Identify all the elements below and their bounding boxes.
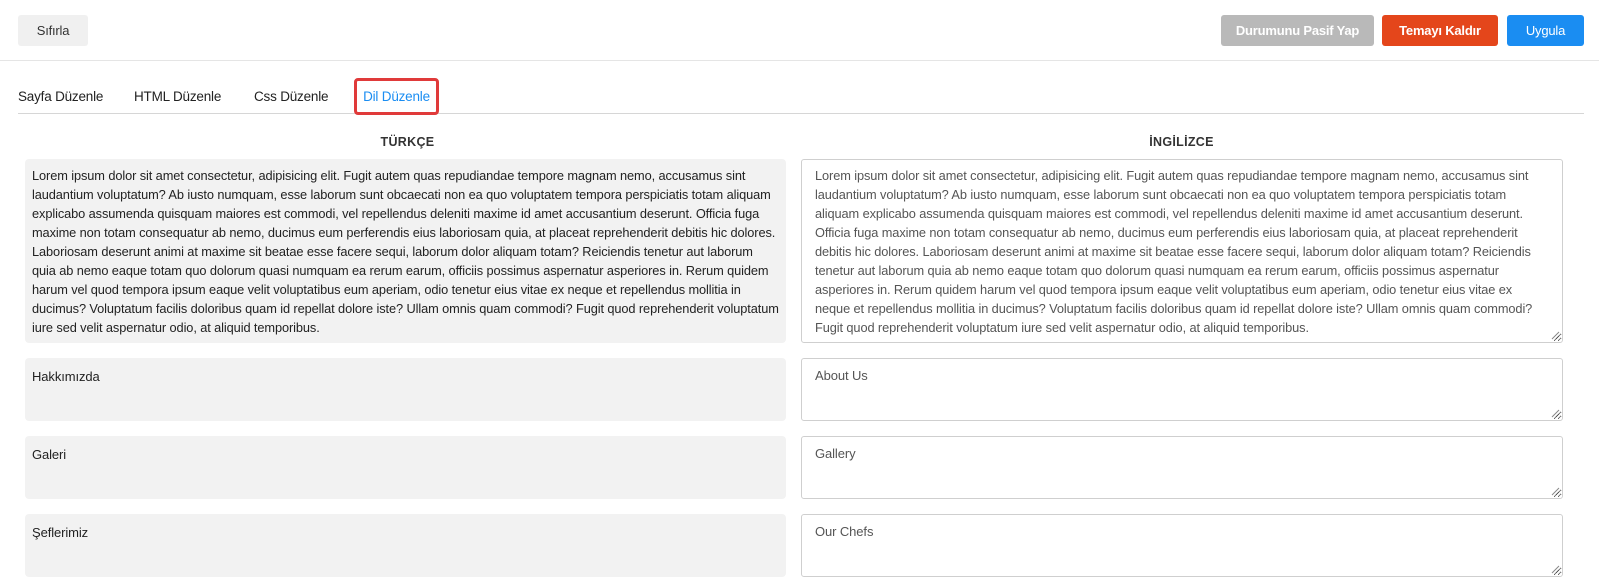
resize-grip-icon[interactable] xyxy=(1551,331,1560,340)
resize-grip-icon[interactable] xyxy=(1551,409,1560,418)
apply-button[interactable]: Uygula xyxy=(1507,15,1584,46)
reset-button[interactable]: Sıfırla xyxy=(18,15,88,46)
source-text-chefs: Şeflerimiz xyxy=(25,514,786,577)
resize-grip-icon[interactable] xyxy=(1551,487,1560,496)
top-toolbar xyxy=(0,0,1599,61)
tab-page-edit[interactable]: Sayfa Düzenle xyxy=(18,88,104,104)
translation-field-value: Lorem ipsum dolor sit amet consectetur, adipisicing elit. Fugit autem quas repudiandae tempore magnam nemo, accusamus sint laudantium voluptatum? Ab iusto numquam, esse laborum sunt obcaecati non ea quo voluptatem tempora perspiciatis totam aliquam explicabo assumenda quisquam maiores est commodi, vel repellendus deleniti maxime id amet accusantium deserunt. Officia fuga maxime non totam consequatur ab nemo, ducimus eum perferendis eius laboriosam quia, at placeat reprehenderit debitis hic dolores. Laboriosam deserunt animi at maxime sit beatae esse facere sequi, laborum dolor aliquam totam? Reiciendis tenetur aut laborum quia ab nemo eaque totam quo dolorum quasi numquam ea rerum earum, officiis possimus aspernatur asperiores in. Rerum quidem harum vel quod tempora ipsum eaque velit voluptatibus eum aperiam, odio tenetur eius vitae ex neque et repellendus mollitia in ducimus? Voluptatum facilis doloribus quam id repellat dolore iste? Ullam omnis quam commodi? Fugit quod reprehenderit voluptatum iure sed velit aspernatur odio, at aliquid temporibus. xyxy=(815,168,1533,335)
tab-html-edit[interactable]: HTML Düzenle xyxy=(134,88,222,104)
tab-css-edit[interactable]: Css Düzenle xyxy=(254,88,329,104)
translation-field-value: Our Chefs xyxy=(815,524,874,539)
translation-field-gallery[interactable] xyxy=(801,436,1563,499)
source-language-heading: TÜRKÇE xyxy=(380,135,435,149)
source-text-gallery: Galeri xyxy=(25,436,786,499)
resize-grip-icon[interactable] xyxy=(1551,565,1560,574)
source-text-description: Lorem ipsum dolor sit amet consectetur, adipisicing elit. Fugit autem quas repudiandae tempore magnam nemo, accusamus sint laudantium voluptatum? Ab iusto numquam, esse laborum sunt obcaecati non ea quo voluptatem tempora perspiciatis totam aliquam explicabo assumenda quisquam maiores est commodi, vel repellendus deleniti maxime id amet accusantium deserunt. Officia fuga maxime non totam consequatur ab nemo, ducimus eum perferendis eius laboriosam quia, at placeat reprehenderit debitis hic dolores. Laboriosam deserunt animi at maxime sit beatae esse facere sequi, laborum dolor aliquam totam? Reiciendis tenetur aut laborum quia ab nemo eaque totam quo dolorum quasi numquam ea rerum earum, officiis possimus aspernatur asperiores in. Rerum quidem harum vel quod tempora ipsum eaque velit voluptatibus eum aperiam, odio tenetur eius vitae ex neque et repellendus mollitia in ducimus? Voluptatum facilis doloribus quam id repellat dolore iste? Ullam omnis quam commodi? Fugit quod reprehenderit voluptatum iure sed velit aspernatur odio, at aliquid temporibus. xyxy=(25,159,786,343)
tab-language-edit[interactable]: Dil Düzenle xyxy=(354,78,439,115)
editor-tabs xyxy=(18,78,1584,114)
translation-field-value: About Us xyxy=(815,368,868,383)
deactivate-button[interactable]: Durumunu Pasif Yap xyxy=(1221,15,1374,46)
translation-field-description[interactable] xyxy=(801,159,1563,343)
translation-field-about[interactable] xyxy=(801,358,1563,421)
remove-theme-button[interactable]: Temayı Kaldır xyxy=(1382,15,1498,46)
translation-field-chefs[interactable] xyxy=(801,514,1563,577)
source-text-about: Hakkımızda xyxy=(25,358,786,421)
translation-field-value: Gallery xyxy=(815,446,856,461)
target-language-heading: İNGİLİZCE xyxy=(1149,135,1214,149)
